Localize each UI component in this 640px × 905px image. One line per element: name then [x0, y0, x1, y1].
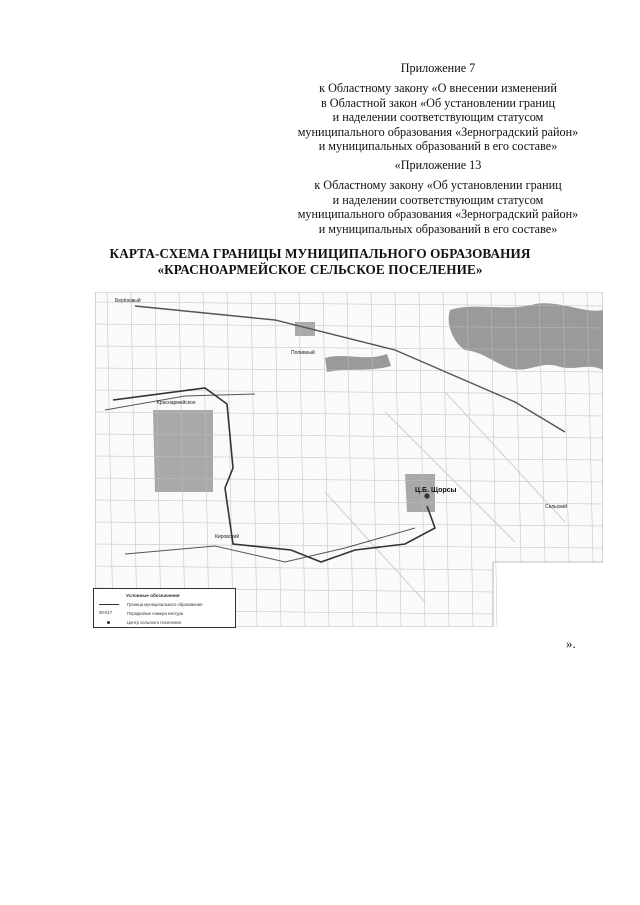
attachment-7-line: и наделении соответствующим статусом: [332, 110, 544, 125]
settlement-center-dot: [424, 493, 429, 498]
attachment-13-heading: «Приложение 13: [394, 158, 482, 172]
attachment-7-line: муниципального образования «Зерноградский район»: [297, 124, 579, 139]
attachment-7-block: [278, 61, 598, 153]
legend-item-contour-number: [99, 610, 183, 616]
map-title: [0, 246, 640, 278]
map-canvas: [95, 292, 603, 627]
map-title-line-2: «КРАСНОАРМЕЙСКОЕ СЕЛЬСКОЕ ПОСЕЛЕНИЕ»: [157, 262, 483, 277]
closing-mark: ».: [566, 636, 576, 651]
attachment-7-heading: Приложение 7: [400, 61, 476, 75]
attachment-13-line: и муниципальных образований в его составе»: [318, 221, 558, 236]
map-legend: [93, 588, 236, 628]
attachment-7-line: к Областному закону «О внесении изменений: [319, 81, 557, 96]
legend-code: 00-017: [99, 610, 113, 615]
place-label: Кировский: [215, 534, 240, 540]
legend-item-center: [99, 619, 181, 625]
attachment-13-line: к Областному закону «Об установлении границ: [314, 178, 562, 193]
attachment-13-line: муниципального образования «Зерноградский район»: [297, 207, 579, 222]
legend-label: Граница муниципального образования: [127, 601, 203, 607]
place-label: Краснармейское: [157, 400, 196, 406]
place-label: Ц.Б. Щорсы: [415, 487, 457, 494]
map-title-line-1: КАРТА-СХЕМА ГРАНИЦЫ МУНИЦИПАЛЬНОГО ОБРАЗОВАНИЯ: [109, 246, 531, 261]
attachment-13-line: и наделении соответствующим статусом: [332, 192, 544, 207]
legend-label: Порядковые номера контура: [127, 610, 184, 616]
legend-line-icon: [99, 601, 119, 607]
attachment-7-line: и муниципальных образований в его составе»: [318, 139, 558, 154]
place-label: Берёзовый: [115, 298, 141, 304]
attachment-7-line: в Областной закон «Об установлении границ: [320, 95, 555, 110]
legend-dot-icon: [99, 619, 119, 625]
legend-item-boundary: [99, 601, 202, 607]
place-label: Сельский: [545, 504, 568, 510]
attachment-13-block: [278, 158, 598, 236]
settlement-area: [153, 410, 213, 492]
legend-title: Условные обозначения: [126, 593, 180, 598]
place-label: Поливный: [291, 350, 315, 356]
boundary-map: [95, 292, 603, 627]
legend-label: Центр сельского поселения: [127, 619, 181, 625]
